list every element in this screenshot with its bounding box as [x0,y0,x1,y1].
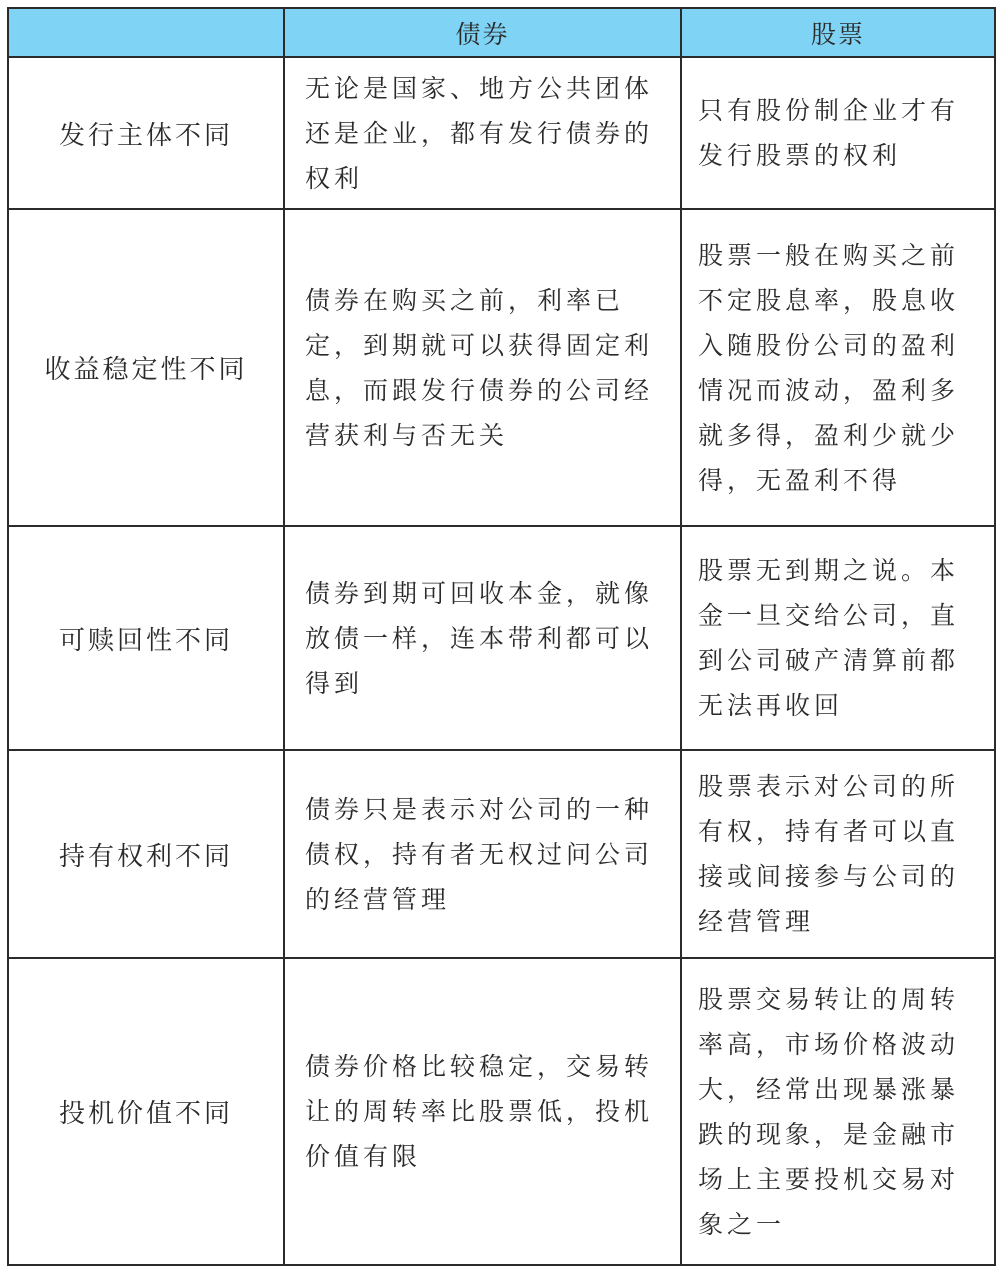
aspect-cell: 投机价值不同 [8,958,284,1265]
table-row [8,526,995,750]
aspect-cell: 持有权利不同 [8,750,284,958]
table-row [8,750,995,958]
header-aspect [8,8,284,57]
aspect-cell: 收益稳定性不同 [8,209,284,526]
bond-stock-comparison-table [7,7,996,1266]
bond-cell: 债券价格比较稳定，交易转让的周转率比股票低，投机价值有限 [284,958,681,1265]
bond-cell: 债券只是表示对公司的一种债权，持有者无权过问公司的经营管理 [284,750,681,958]
table-row [8,209,995,526]
stock-cell: 股票交易转让的周转率高，市场价格波动大，经常出现暴涨暴跌的现象，是金融市场上主要投机交易对象之一 [681,958,995,1265]
stock-cell: 股票表示对公司的所有权，持有者可以直接或间接参与公司的经营管理 [681,750,995,958]
stock-cell: 股票无到期之说。本金一旦交给公司，直到公司破产清算前都无法再收回 [681,526,995,750]
header-row [8,8,995,57]
stock-cell: 只有股份制企业才有发行股票的权利 [681,57,995,209]
stock-cell: 股票一般在购买之前不定股息率，股息收入随股份公司的盈利情况而波动，盈利多就多得，盈利少就少得，无盈利不得 [681,209,995,526]
header-bond: 债券 [284,8,681,57]
table-row [8,57,995,209]
table-row [8,958,995,1265]
bond-cell: 债券在购买之前，利率已定，到期就可以获得固定利息，而跟发行债券的公司经营获利与否无关 [284,209,681,526]
bond-cell: 债券到期可回收本金，就像放债一样，连本带利都可以得到 [284,526,681,750]
aspect-cell: 可赎回性不同 [8,526,284,750]
header-stock: 股票 [681,8,995,57]
bond-cell: 无论是国家、地方公共团体还是企业，都有发行债券的权利 [284,57,681,209]
aspect-cell: 发行主体不同 [8,57,284,209]
